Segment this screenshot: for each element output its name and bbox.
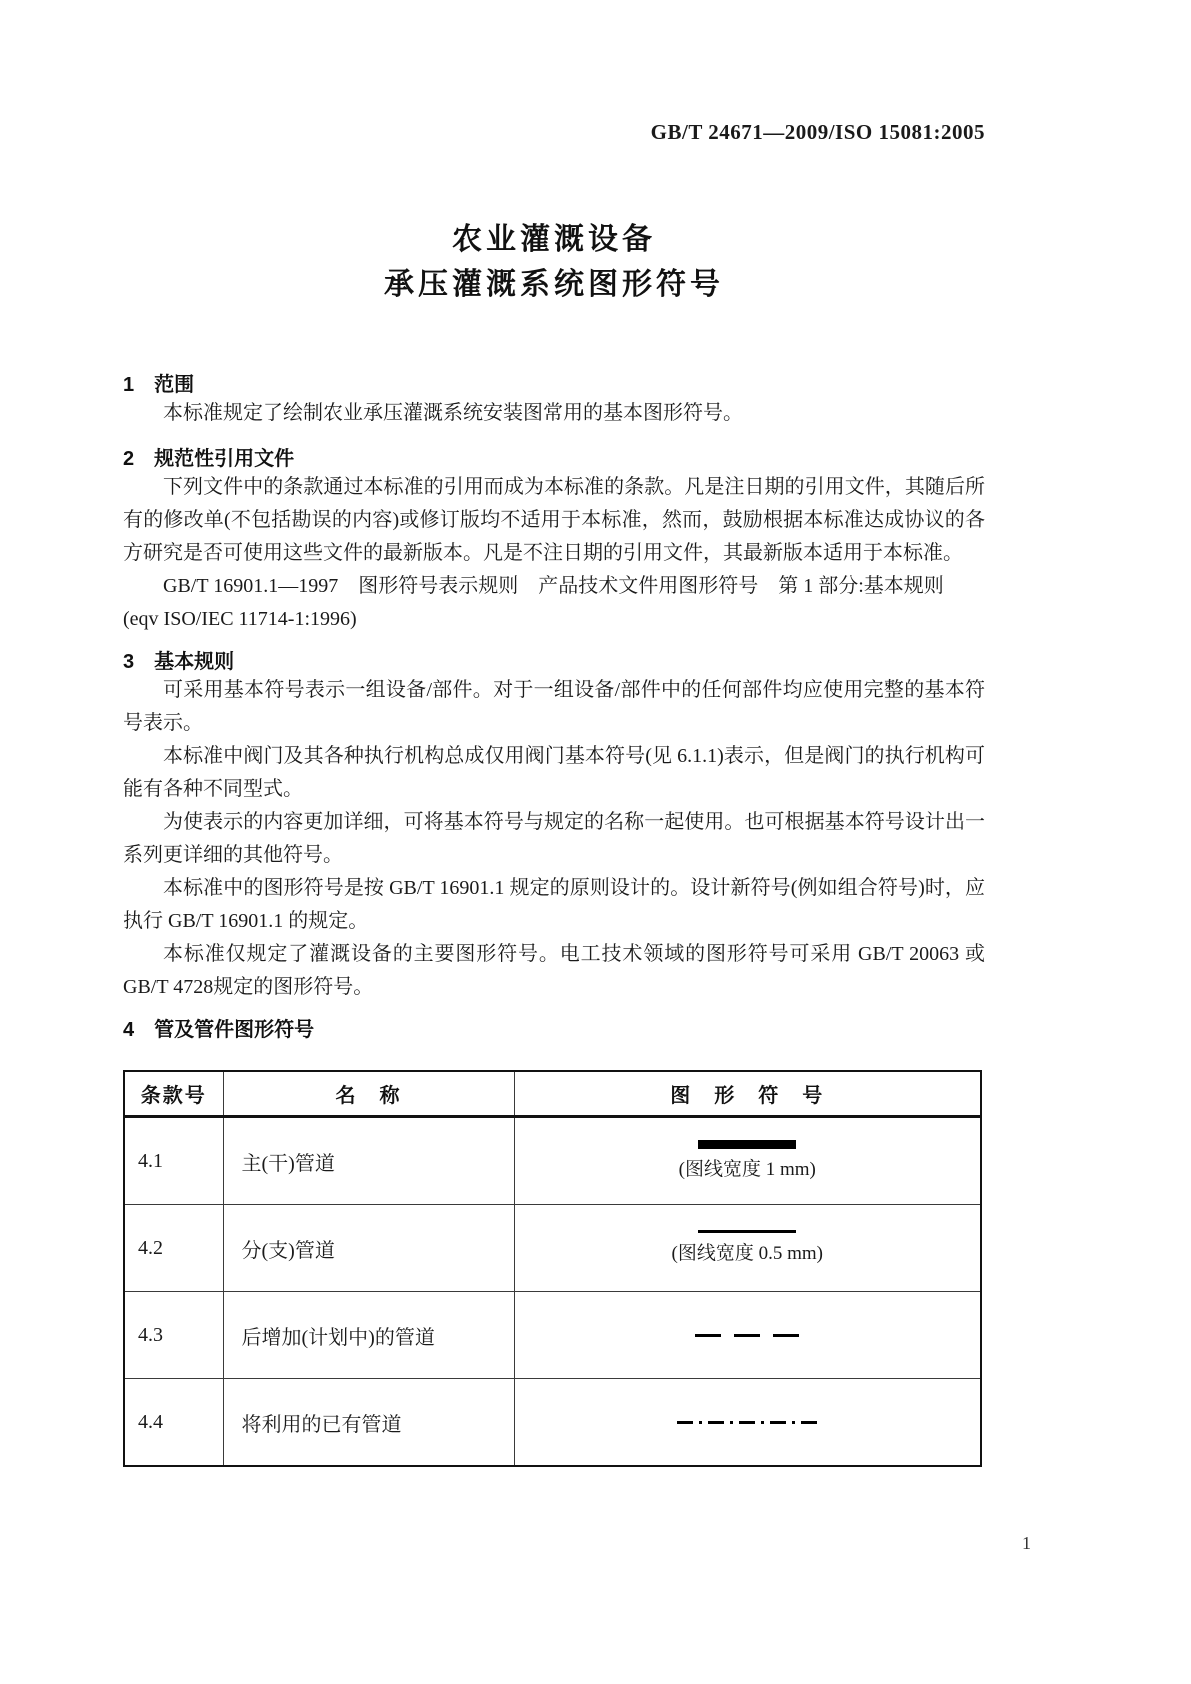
reference-line-eqv-iso: (eqv ISO/IEC 11714-1:1996): [123, 608, 357, 630]
clause-cell: 4.4: [124, 1379, 223, 1467]
table-header-symbol: 图 形 符 号: [514, 1071, 981, 1117]
name-cell: 后增加(计划中)的管道: [223, 1292, 514, 1379]
paragraph-basic-rules-3: 为使表示的内容更加详细，可将基本符号与规定的名称一起使用。也可根据基本符号设计出一系列更详细的其他符号。: [123, 811, 985, 866]
symbol-stack: [516, 1334, 980, 1337]
title-line-1: 农业灌溉设备: [452, 223, 656, 256]
section-title: 管及管件图形符号: [154, 1019, 315, 1041]
standard-number: GB/T 24671—2009/ISO 15081:2005: [650, 120, 985, 144]
name-cell: 将利用的已有管道: [223, 1379, 514, 1467]
reference-line-gbt16901: GB/T 16901.1—1997 图形符号表示规则 产品技术文件用图形符号 第 1 部分:基本规则: [163, 575, 944, 597]
paragraph-basic-rules-5: 本标准仅规定了灌溉设备的主要图形符号。电工技术领域的图形符号可采用 GB/T 20063 或 GB/T 4728规定的图形符号。: [123, 943, 985, 998]
paragraph-basic-rules-1: 可采用基本符号表示一组设备/部件。对于一组设备/部件中的任何部件均应使用完整的基本符号表示。: [123, 679, 985, 734]
planned-pipe-symbol-icon: [695, 1334, 799, 1337]
symbol-cell: [514, 1117, 981, 1205]
section-title: 范围: [154, 374, 195, 396]
section-heading-normative-references: [123, 448, 985, 471]
name-cell: 分(支)管道: [223, 1205, 514, 1292]
document-title: [123, 222, 985, 302]
title-line-2: 承压灌溉系统图形符号: [384, 268, 724, 301]
symbol-stack: [516, 1140, 980, 1182]
name-cell: 主(干)管道: [223, 1117, 514, 1205]
paragraph-scope: 本标准规定了绘制农业承压灌溉系统安装图常用的基本图形符号。: [163, 402, 743, 424]
table-header-clause: 条款号: [124, 1071, 223, 1117]
symbol-stack: [516, 1230, 980, 1266]
table-row: [124, 1292, 981, 1379]
section-number: 3: [123, 651, 135, 673]
table-row: [124, 1379, 981, 1467]
section-heading-pipe-symbols: [123, 1019, 985, 1042]
section-number: 2: [123, 448, 135, 470]
symbol-cell: [514, 1292, 981, 1379]
main-pipe-symbol-icon: [698, 1140, 796, 1149]
section-number: 1: [123, 374, 135, 396]
symbol-caption: (图线宽度 1 mm): [678, 1159, 816, 1180]
paragraph-basic-rules-4: 本标准中的图形符号是按 GB/T 16901.1 规定的原则设计的。设计新符号(例如组合符号)时，应执行 GB/T 16901.1 的规定。: [123, 877, 985, 932]
table-row: [124, 1117, 981, 1205]
paragraph-basic-rules-2: 本标准中阀门及其各种执行机构总成仅用阀门基本符号(见 6.1.1)表示，但是阀门的执行机构可能有各种不同型式。: [123, 745, 985, 800]
symbol-cell: [514, 1205, 981, 1292]
symbol-cell: [514, 1379, 981, 1467]
clause-cell: 4.3: [124, 1292, 223, 1379]
section-heading-scope: [123, 374, 985, 397]
symbol-caption: (图线宽度 0.5 mm): [671, 1243, 823, 1264]
paragraph-references-intro: 下列文件中的条款通过本标准的引用而成为本标准的条款。凡是注日期的引用文件，其随后所有的修改单(不包括勘误的内容)或修订版均不适用于本标准，然而，鼓励根据本标准达成协议的各方研究是否可使用这些文件的最新版本。凡是不注日期的引用文件，其最新版本适用于本标准。: [123, 476, 985, 564]
clause-cell: 4.2: [124, 1205, 223, 1292]
table-header-name: 名 称: [223, 1071, 514, 1117]
pipe-symbols-table: [123, 1070, 982, 1467]
section-number: 4: [123, 1019, 135, 1041]
existing-pipe-symbol-icon: [677, 1421, 817, 1424]
symbol-stack: [516, 1421, 980, 1424]
table-row: [124, 1205, 981, 1292]
section-title: 规范性引用文件: [154, 448, 295, 470]
branch-pipe-symbol-icon: [698, 1230, 796, 1233]
table-header-row: [124, 1071, 981, 1117]
section-title: 基本规则: [154, 651, 235, 673]
page-number: 1: [1022, 1533, 1031, 1553]
clause-cell: 4.1: [124, 1117, 223, 1205]
section-heading-basic-rules: [123, 651, 985, 674]
